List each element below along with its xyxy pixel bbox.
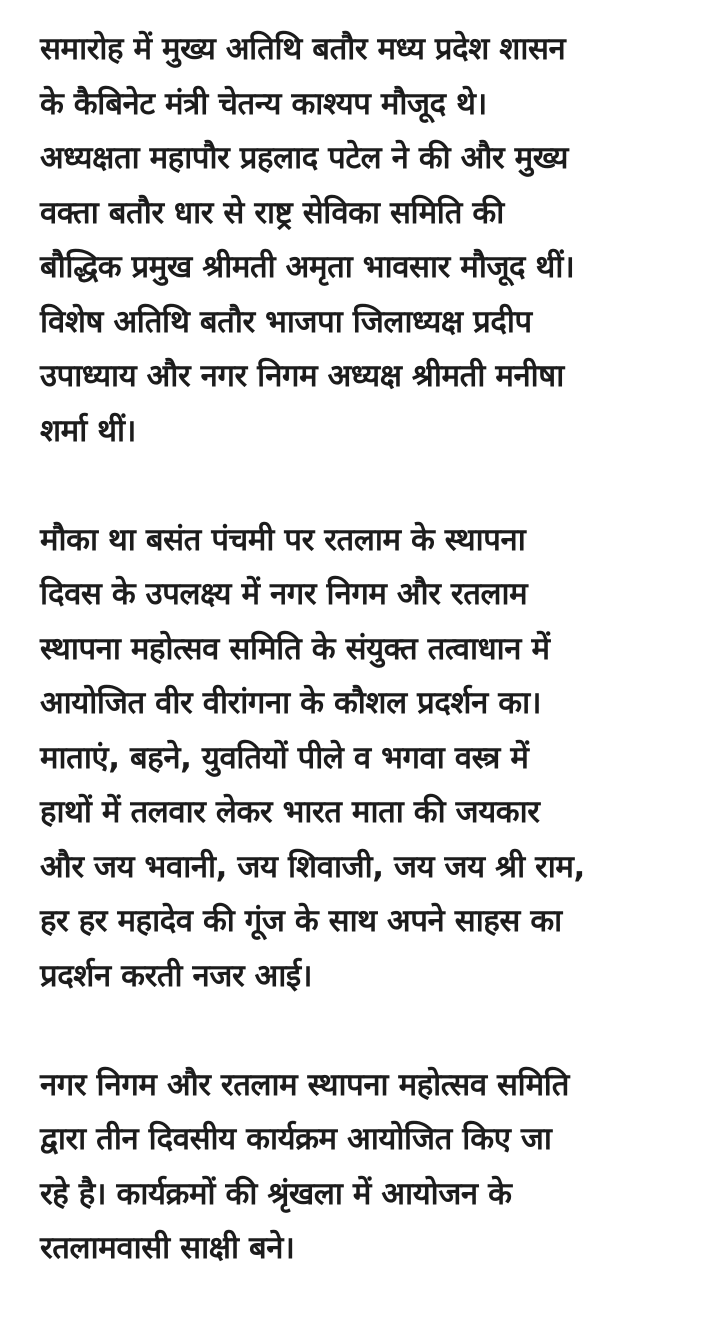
text-line: अध्यक्षता महापौर प्रहलाद पटेल ने की और मुख्य xyxy=(40,140,569,176)
text-line: और जय भवानी, जय शिवाजी, जय जय श्री राम, xyxy=(40,848,585,885)
text-line: माताएं, बहने, युवतियों पीले व भगवा वस्त्र में xyxy=(40,739,529,776)
text-line: उपाध्याय और नगर निगम अध्यक्ष श्रीमती मनीषा xyxy=(40,358,564,394)
paragraph-program xyxy=(40,1058,684,1276)
text-line: के कैबिनेट मंत्री चेतन्य काश्यप मौजूद थे। xyxy=(40,85,487,122)
text-line: स्थापना महोत्सव समिति के संयुक्त तत्वाधान में xyxy=(40,630,550,667)
text-line: दिवस के उपलक्ष्य में नगर निगम और रतलाम xyxy=(40,576,528,612)
text-line: आयोजित वीर वीरांगना के कौशल प्रदर्शन का। xyxy=(40,685,542,721)
text-line: नगर निगम और रतलाम स्थापना महोत्सव समिति xyxy=(40,1066,570,1103)
text-line: शर्मा थीं। xyxy=(40,412,137,449)
text-line: वक्ता बतौर धार से राष्ट्र सेविका समिति की xyxy=(40,194,504,231)
text-line: हाथों में तलवार लेकर भारत माता की जयकार xyxy=(40,794,540,830)
text-line: समारोह में मुख्य अतिथि बतौर मध्य प्रदेश शासन xyxy=(40,31,566,67)
paragraph-occasion xyxy=(40,513,684,1004)
text-line: मौका था बसंत पंचमी पर रतलाम के स्थापना xyxy=(40,521,526,558)
text-line: द्वारा तीन दिवसीय कार्यक्रम आयोजित किए जा xyxy=(40,1121,552,1157)
text-line: रतलामवासी साक्षी बने। xyxy=(40,1230,295,1266)
text-line: हर हर महादेव की गूंज के साथ अपने साहस का xyxy=(40,903,562,939)
text-line: बौद्धिक प्रमुख श्रीमती अमृता भावसार मौजूद थीं। xyxy=(40,249,575,285)
text-line: रहे है। कार्यक्रमों की श्रृंखला में आयोजन के xyxy=(40,1175,512,1212)
paragraph-guests xyxy=(40,22,684,458)
text-line: प्रदर्शन करती नजर आई। xyxy=(40,957,313,994)
text-line: विशेष अतिथि बतौर भाजपा जिलाध्यक्ष प्रदीप xyxy=(40,303,532,340)
